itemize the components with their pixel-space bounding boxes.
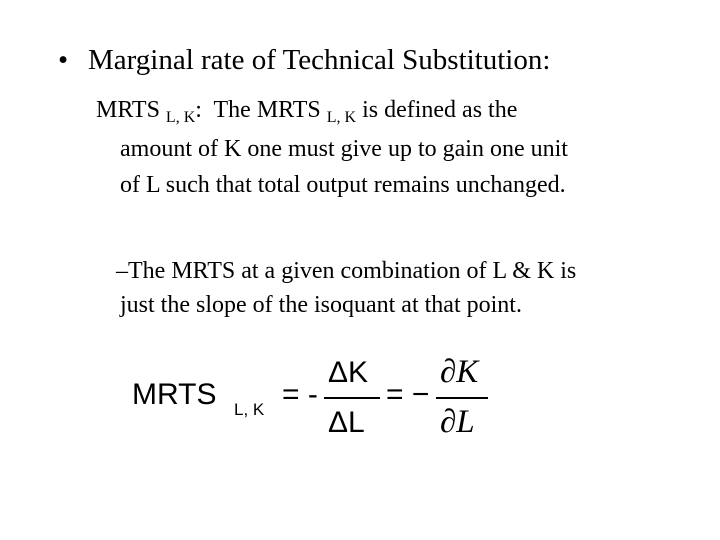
mrts-formula [132, 352, 512, 452]
sub-bullet-item [118, 254, 678, 322]
dash-icon: – [116, 258, 128, 284]
definition-mid: The MRTS [213, 97, 321, 123]
definition-colon: : [195, 97, 202, 123]
definition-mid-subscript: L, K [326, 109, 357, 126]
sub-bullet-text [118, 254, 678, 322]
formula-lhs: MRTS [132, 378, 217, 411]
formula-equals-minus-2: = − [386, 378, 430, 411]
formula-equals-minus: = - [282, 378, 318, 411]
formula-frac2-bar [436, 397, 488, 399]
formula-frac1-denominator: ΔL [328, 406, 365, 439]
formula-frac2-denominator: ∂L [440, 404, 475, 440]
bullet-icon: • [58, 44, 69, 76]
definition-term: MRTS [96, 97, 160, 123]
sub-bullet-line-2: just the slope of the isoquant at that point. [120, 292, 522, 318]
definition-line-3: of L such that total output remains unchanged. [120, 172, 566, 198]
sub-bullet-line-1: The MRTS at a given combination of L & K is [128, 258, 577, 284]
definition-term-subscript: L, K [165, 109, 196, 126]
heading-text: Marginal rate of Technical Substitution: [88, 44, 551, 76]
formula-frac1-numerator: ΔK [328, 356, 369, 389]
formula-frac2-numerator: ∂K [440, 354, 479, 390]
definition-rest: is defined as the [362, 97, 518, 123]
formula-frac1-bar [324, 397, 380, 399]
formula-lhs-subscript: L, K [234, 400, 265, 419]
heading-bullet-item [58, 44, 550, 77]
definition-line-2: amount of K one must give up to gain one unit [120, 136, 568, 162]
definition-paragraph [96, 92, 696, 203]
